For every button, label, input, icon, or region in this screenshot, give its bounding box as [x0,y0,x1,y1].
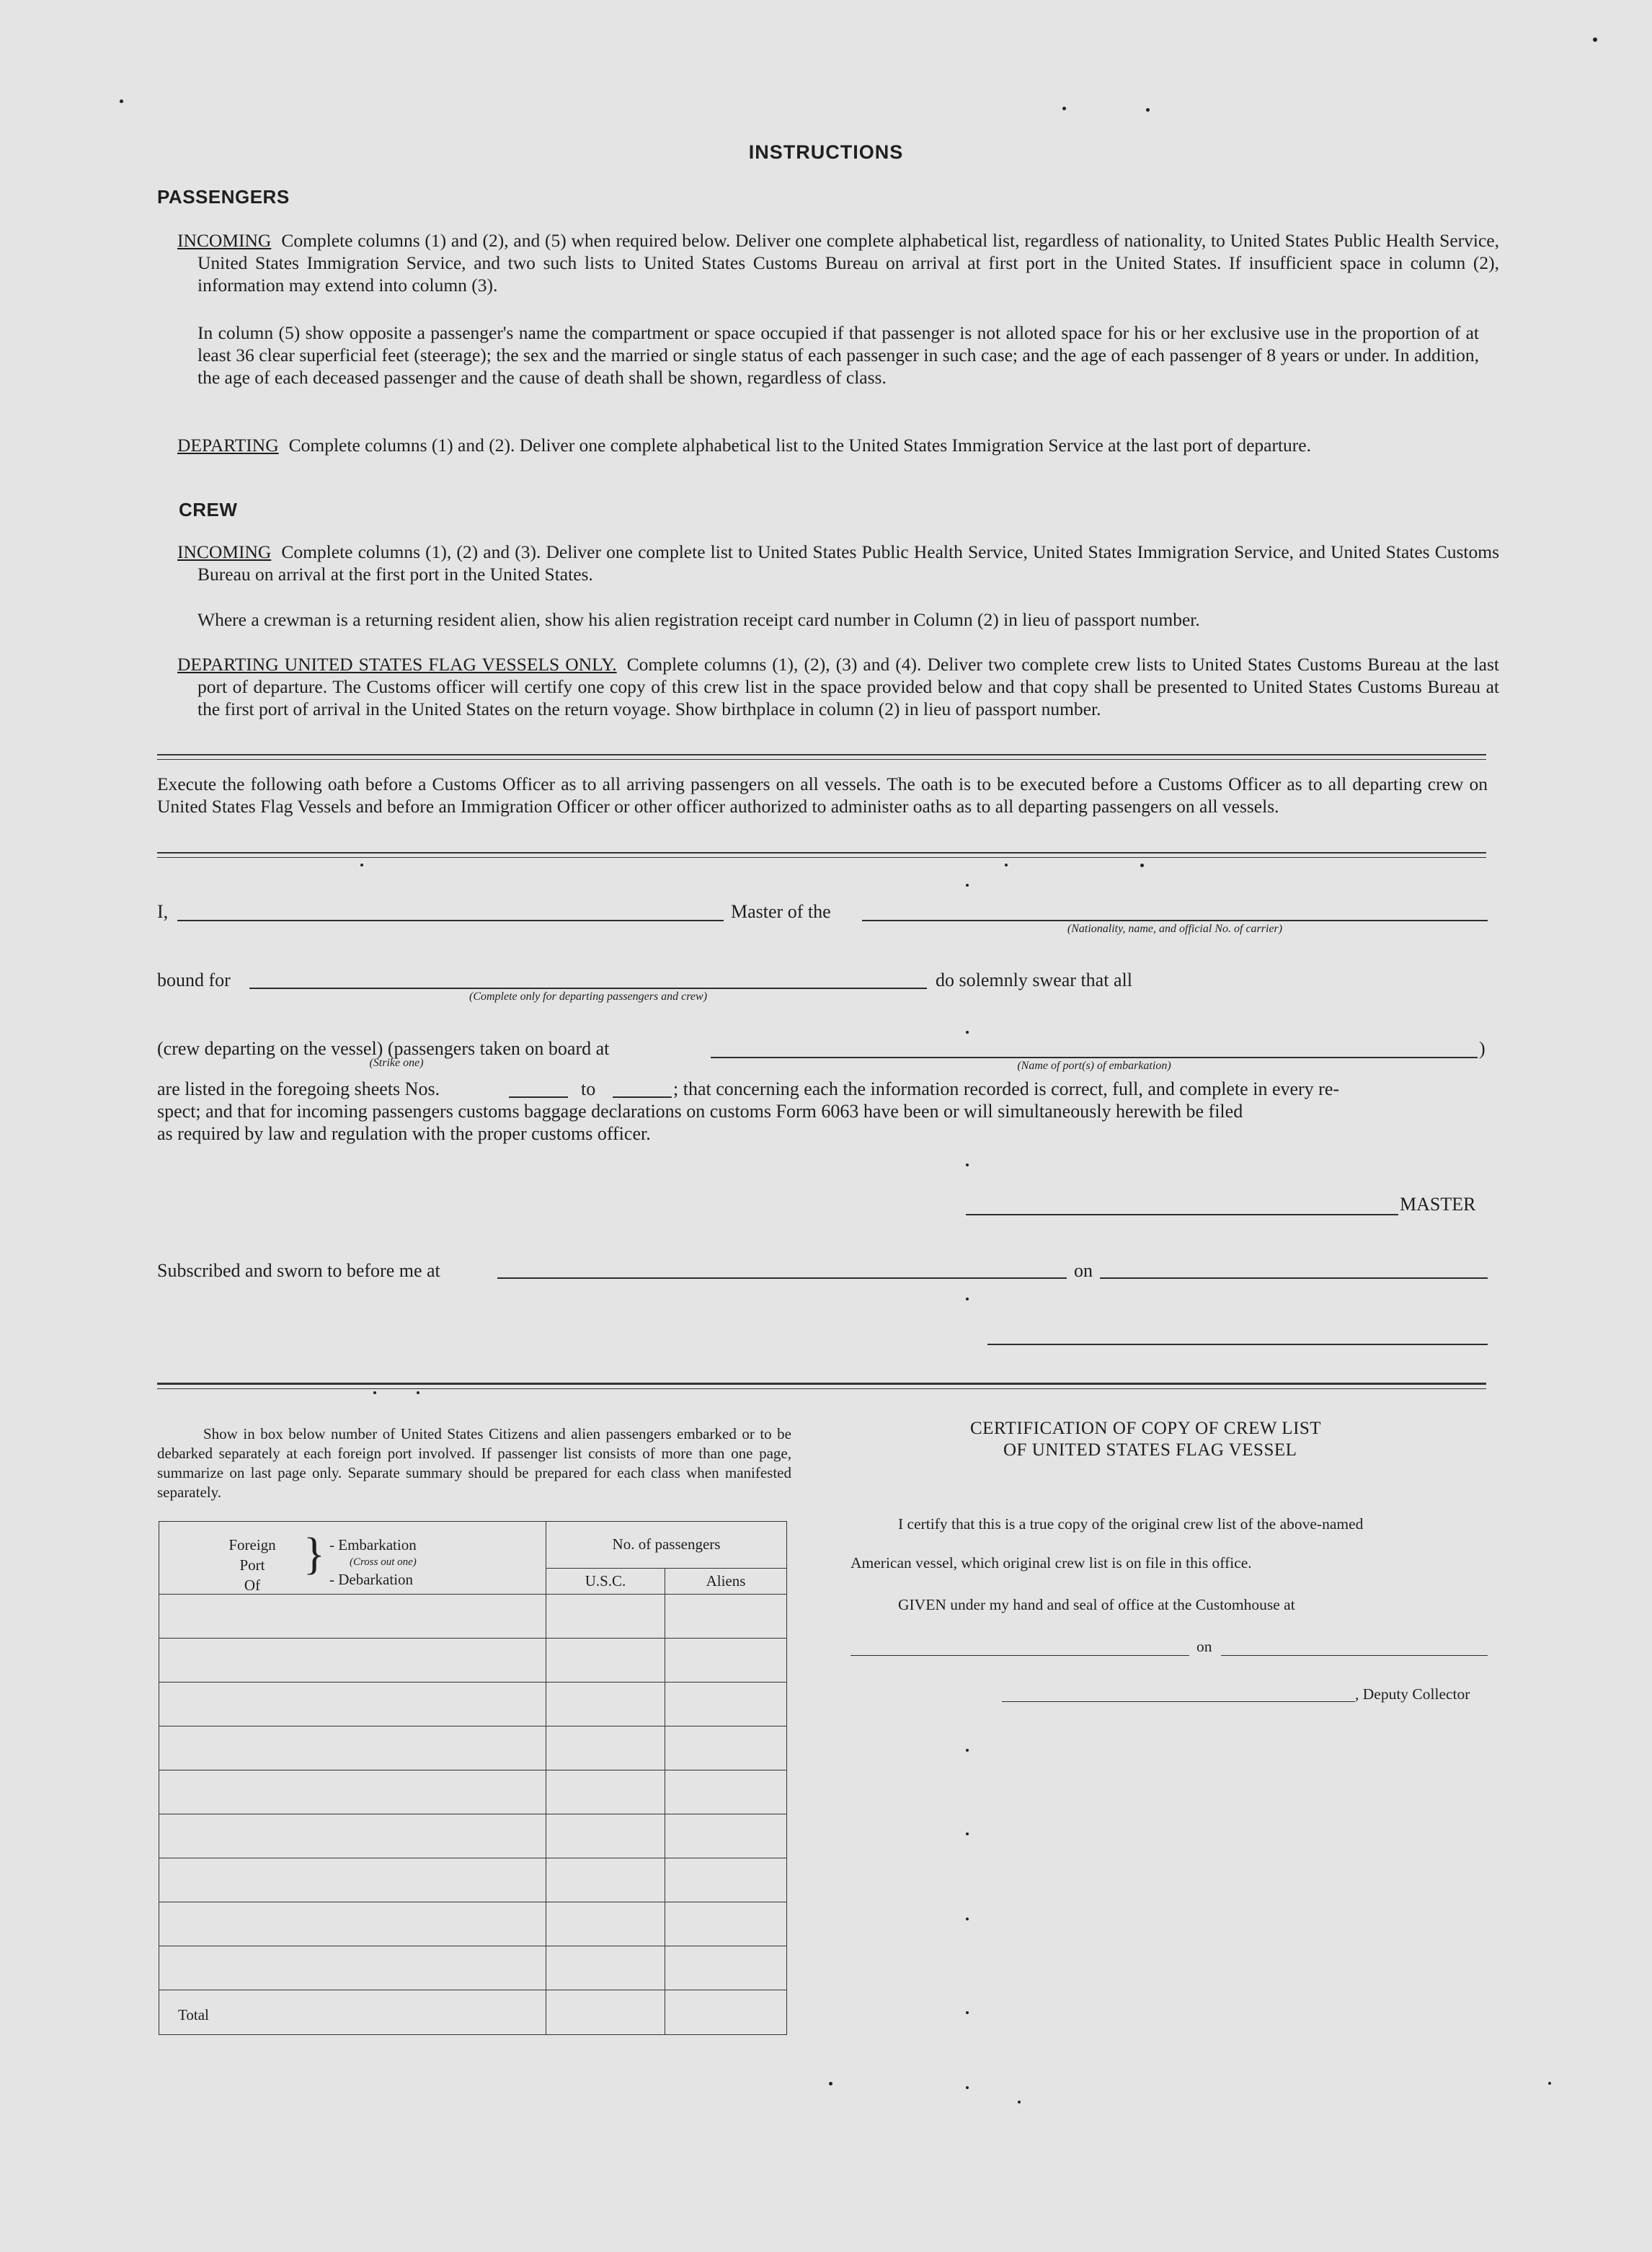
port-cell[interactable] [159,1726,546,1770]
master-signature-field[interactable] [966,1214,1398,1215]
table-row [159,1814,787,1858]
usc-cell[interactable] [546,1683,665,1726]
usc-cell[interactable] [546,1858,665,1902]
usc-cell[interactable] [546,1814,665,1858]
master-label: MASTER [1400,1194,1476,1215]
carrier-field[interactable] [862,920,1488,921]
certification-title-1: CERTIFICATION OF COPY OF CREW LIST [970,1419,1322,1438]
scan-speck [1548,2082,1551,2085]
passengers-incoming-text: Complete columns (1) and (2), and (5) when required below. Deliver one complete alphabetical list, regardless of nationality, to United States Public Health Service, United States Immigration Service, and two such lists to United States Customs Bureau on arrival at first port in the United States. If insufficient space in column (2), information may extend into column (3). [197,230,1499,296]
page-title: INSTRUCTIONS [748,141,904,163]
passenger-summary-table [159,1521,787,2035]
scan-speck [966,1832,969,1835]
aliens-cell[interactable] [665,1726,787,1770]
subscribed-label: Subscribed and sworn to before me at [157,1260,440,1281]
table-row [159,1595,787,1639]
bound-for-field[interactable] [249,988,927,989]
swear-label: do solemnly swear that all [936,970,1132,990]
table-row [159,1726,787,1770]
bound-for-label: bound for [157,970,231,990]
table-row [159,1639,787,1683]
oath-intro-paragraph: Execute the following oath before a Customs Officer as to all arriving passengers on all vessels. The oath is to be executed before a Customs Officer as to all departing crew on United States Flag Vessels and before an Immigration Officer or other officer authorized to administer oaths as to all departing passengers on all vessels. [157,773,1488,817]
scan-speck [417,1391,419,1394]
usc-cell[interactable] [546,1770,665,1814]
customhouse-field[interactable] [851,1655,1189,1656]
passengers-departing-text: Complete columns (1) and (2). Deliver one complete alphabetical list to the United States Immigration Service at the last port of departure. [288,435,1311,456]
passengers-heading: PASSENGERS [157,186,290,208]
certify-date-field[interactable] [1221,1655,1488,1656]
table-row [159,1858,787,1902]
to-label: to [581,1078,596,1099]
listed-text-2: spect; and that for incoming passengers customs baggage declarations on customs Form 6063 have been or will simultaneously herewith be filed [157,1101,1243,1122]
scan-speck [1018,2101,1021,2104]
table-row [159,1683,787,1726]
total-row [159,1990,787,2035]
aliens-cell[interactable] [665,1814,787,1858]
usc-cell[interactable] [546,1902,665,1946]
crew-departing-label: DEPARTING UNITED STATES FLAG VESSELS ONLY. [177,654,617,675]
debarkation-option[interactable]: - Debarkation [329,1571,414,1588]
passengers-departing-label: DEPARTING [177,435,279,456]
deputy-collector-signature[interactable] [1002,1701,1355,1702]
scan-speck [1062,107,1066,110]
crew-incoming-paragraph [177,541,1499,585]
master-of-label: Master of the [731,901,831,922]
scan-speck [966,2086,969,2089]
certification-title-2: OF UNITED STATES FLAG VESSEL [1003,1440,1297,1460]
carrier-caption: (Nationality, name, and official No. of carrier) [1067,923,1283,935]
port-cell[interactable] [159,1595,546,1639]
brace-icon: } [303,1530,325,1579]
sheet-from-field[interactable] [509,1096,568,1098]
divider-rule [157,857,1486,858]
aliens-header: Aliens [665,1568,787,1594]
listed-text-1: ; that concerning each the information recorded is correct, full, and complete in every re- [673,1078,1340,1099]
crew-incoming-label: INCOMING [177,541,272,562]
scan-speck [1140,864,1144,867]
scan-speck [1005,864,1008,866]
scan-speck [1146,108,1150,112]
embarkation-option[interactable]: - Embarkation [329,1536,417,1553]
bound-for-caption: (Complete only for departing passengers and crew) [468,990,708,1003]
passengers-departing-paragraph [177,434,1499,456]
ports-caption: (Name of port(s) of embarkation) [1017,1060,1171,1072]
sworn-on-label: on [1074,1260,1093,1281]
port-cell[interactable] [159,1770,546,1814]
crew-incoming-text: Complete columns (1), (2) and (3). Deliver one complete list to United States Public Health Service, United States Immigration Service, and United States Customs Bureau on arrival at the first port in the United States. [197,541,1499,585]
port-cell[interactable] [159,1683,546,1726]
foreign-port-header [159,1522,546,1595]
deputy-collector-label: , Deputy Collector [1355,1685,1470,1703]
divider-rule [157,759,1486,760]
strike-caption: (Strike one) [369,1057,424,1069]
summary-note: Show in box below number of United States Citizens and alien passengers embarked or to be debarked separately at each foreign port involved. If passenger list consists of more than one page, summarize on last page only. Separate summary should be prepared for each class when manifested separately. [157,1425,791,1501]
scan-speck [966,1163,969,1166]
port-cell[interactable] [159,1639,546,1683]
given-text: GIVEN under my hand and seal of office at the Customhouse at [898,1596,1295,1613]
usc-cell[interactable] [546,1946,665,1990]
divider-rule [157,1388,1486,1389]
usc-header: U.S.C. [546,1568,665,1594]
table-row [159,1946,787,1990]
scan-speck [120,99,123,103]
aliens-cell[interactable] [665,1946,787,1990]
master-name-field[interactable] [177,920,724,921]
port-cell[interactable] [159,1946,546,1990]
oath-i-label: I, [157,901,169,922]
embarkation-ports-field[interactable] [711,1057,1478,1058]
listed-text-3: as required by law and regulation with the proper customs officer. [157,1123,651,1144]
divider-rule [157,1383,1486,1385]
crew-resident-paragraph: Where a crewman is a returning resident alien, show his alien registration receipt card number in Column (2) in lieu of passport number. [197,609,1200,630]
scan-speck [966,2011,969,2014]
officer-signature-field[interactable] [987,1344,1488,1345]
passengers-column5-paragraph: In column (5) show opposite a passenger's name the compartment or space occupied if that passenger is not alloted space for his or her exclusive use in the proportion of at least 36 clear superficial feet (steerage); the sex and the married or single status of each passenger in such case; and the age of each passenger of 8 years or under. In addition, the age of each deceased passenger and the cause of death shall be shown, regardless of class. [197,322,1479,388]
scan-speck [360,864,363,866]
crew-heading: CREW [179,499,238,520]
aliens-total-cell[interactable] [665,1990,787,2035]
scan-speck [1593,37,1597,42]
aliens-cell[interactable] [665,1902,787,1946]
passengers-count-header: No. of passengers [546,1522,787,1569]
sworn-date-field[interactable] [1100,1277,1488,1279]
scan-speck [966,1749,969,1752]
usc-cell[interactable] [546,1595,665,1639]
table-row [159,1770,787,1814]
aliens-cell[interactable] [665,1683,787,1726]
scan-speck [966,1298,969,1300]
aliens-cell[interactable] [665,1639,787,1683]
scan-speck [829,2082,832,2085]
certify-text-2: American vessel, which original crew list is on file in this office. [851,1554,1252,1571]
scan-speck [373,1391,376,1394]
cross-out-caption: (Cross out one) [350,1556,417,1568]
crew-departing-label: (crew departing on the vessel) (passengers taken on board at [157,1038,610,1059]
certify-on-label: on [1196,1638,1212,1655]
listed-label: are listed in the foregoing sheets Nos. [157,1078,440,1099]
foreign-label: Foreign [228,1536,276,1553]
crew-departing-paragraph [177,653,1499,720]
total-label: Total [159,1990,546,2035]
divider-rule [157,754,1486,755]
passengers-incoming-paragraph [177,229,1499,296]
sworn-place-field[interactable] [497,1277,1067,1279]
close-paren: ) [1479,1038,1486,1059]
usc-cell[interactable] [546,1726,665,1770]
sheet-to-field[interactable] [613,1096,672,1098]
certify-text-1: I certify that this is a true copy of the original crew list of the above-named [898,1515,1364,1533]
aliens-cell[interactable] [665,1858,787,1902]
port-cell[interactable] [159,1902,546,1946]
aliens-cell[interactable] [665,1770,787,1814]
scan-speck [966,1031,969,1034]
usc-cell[interactable] [546,1639,665,1683]
aliens-cell[interactable] [665,1595,787,1639]
crew-departing-text: Complete columns (1), (2), (3) and (4). Deliver two complete crew lists to United States Customs Bureau at the last port of departure. The Customs officer will certify one copy of this crew list in the space provided below and that copy shall be presented to United States Customs Bureau at the first port of arrival in the United States on the return voyage. Show birthplace in column (2) in lieu of passport number. [197,654,1499,719]
port-cell[interactable] [159,1814,546,1858]
scan-speck [966,884,969,887]
usc-total-cell[interactable] [546,1990,665,2035]
passengers-incoming-label: INCOMING [177,230,272,251]
port-cell[interactable] [159,1858,546,1902]
of-label: Of [244,1577,261,1594]
scan-speck [966,1918,969,1920]
port-label: Port [239,1556,265,1574]
divider-rule [157,852,1486,854]
table-row [159,1902,787,1946]
